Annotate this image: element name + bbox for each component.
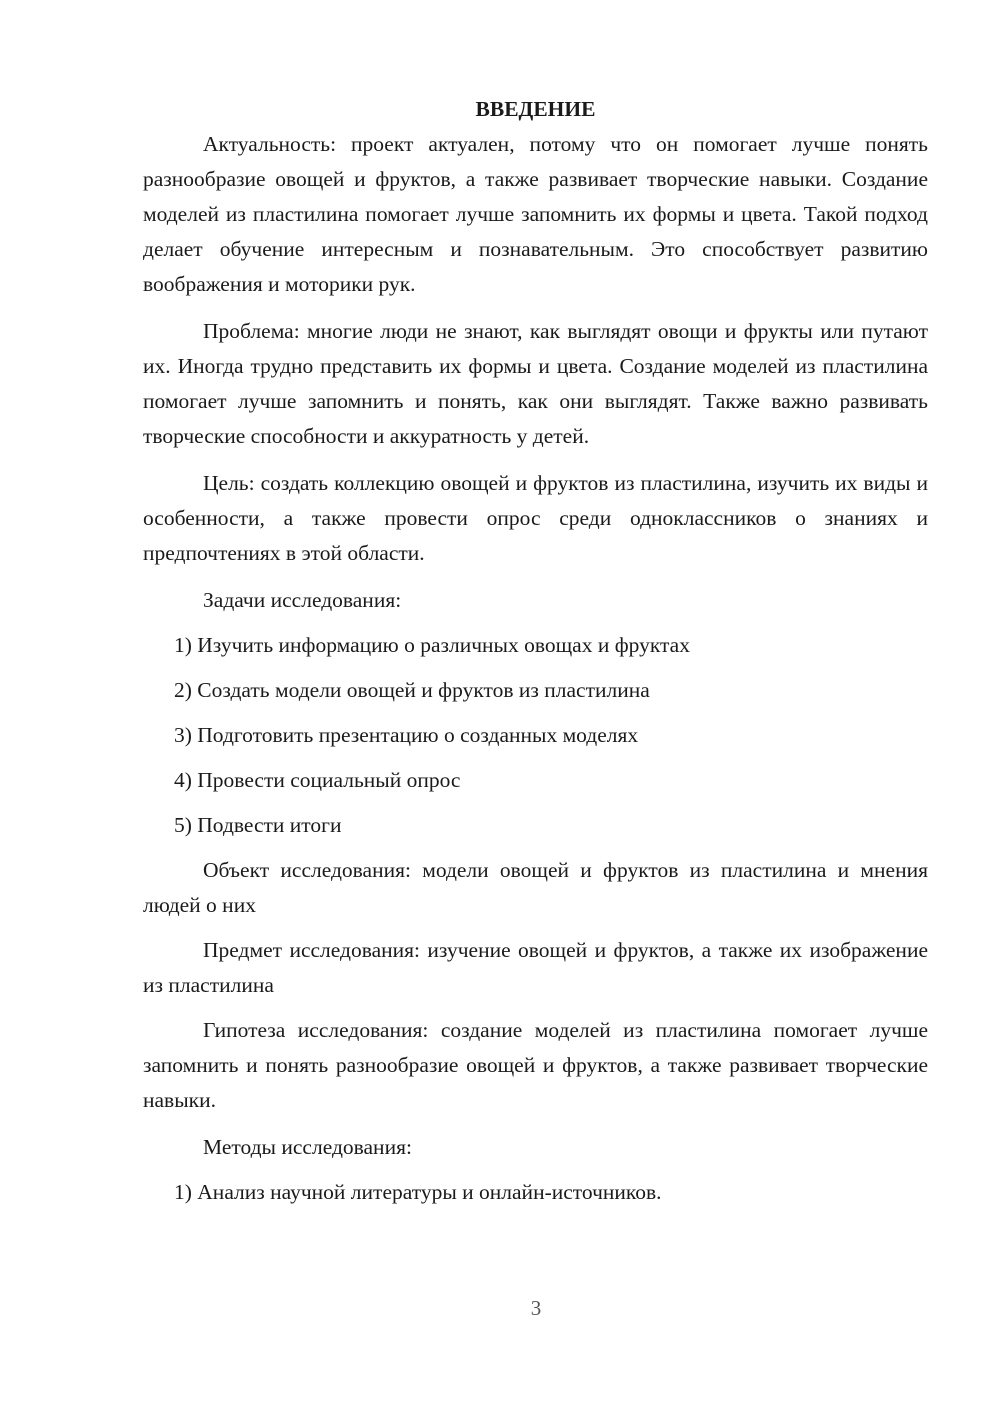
list-item: 5) Подвести итоги [174,813,342,837]
paragraph-subject: Предмет исследования: изучение овощей и фруктов, а также их изображение из пластилина [143,938,928,997]
list-item: 3) Подготовить презентацию о созданных моделях [174,723,639,747]
paragraph-object: Объект исследования: модели овощей и фруктов из пластилина и мнения людей о них [143,858,928,917]
paragraph-relevance: Актуальность: проект актуален, потому что он помогает лучше понять разнообразие овощей и фруктов, а также развивает творческие навыки. Создание моделей из пластилина помогает лучше запомнить их формы и цвета. Такой подход делает обучение интересным и познавательным. Это способствует развитию воображения и моторики рук. [143,132,928,296]
methods-list [143,1175,928,1210]
page-title: ВВЕДЕНИЕ [475,97,596,121]
paragraph-goal: Цель: создать коллекцию овощей и фруктов из пластилина, изучить их виды и особенности, а также провести опрос среди одноклассников о знаниях и предпочтениях в этой области. [143,471,928,565]
paragraph-hypothesis: Гипотеза исследования: создание моделей из пластилина помогает лучше запомнить и понять разнообразие овощей и фруктов, а также развивает творческие навыки. [143,1018,928,1112]
paragraph-problem: Проблема: многие люди не знают, как выглядят овощи и фрукты или путают их. Иногда трудно представить их формы и цвета. Создание моделей из пластилина помогает лучше запомнить и понять, как они выглядят. Также важно развивать творческие способности и аккуратность у детей. [143,319,928,448]
page-number: 3 [530,1296,542,1320]
list-item: 2) Создать модели овощей и фруктов из пластилина [174,678,650,702]
tasks-list [143,628,928,843]
tasks-heading: Задачи исследования: [203,588,402,612]
list-item: 1) Изучить информацию о различных овощах и фруктах [174,633,690,657]
document-page [143,92,928,1210]
list-item: 1) Анализ научной литературы и онлайн-источников. [174,1180,662,1204]
methods-heading: Методы исследования: [203,1135,412,1159]
list-item: 4) Провести социальный опрос [174,768,461,792]
